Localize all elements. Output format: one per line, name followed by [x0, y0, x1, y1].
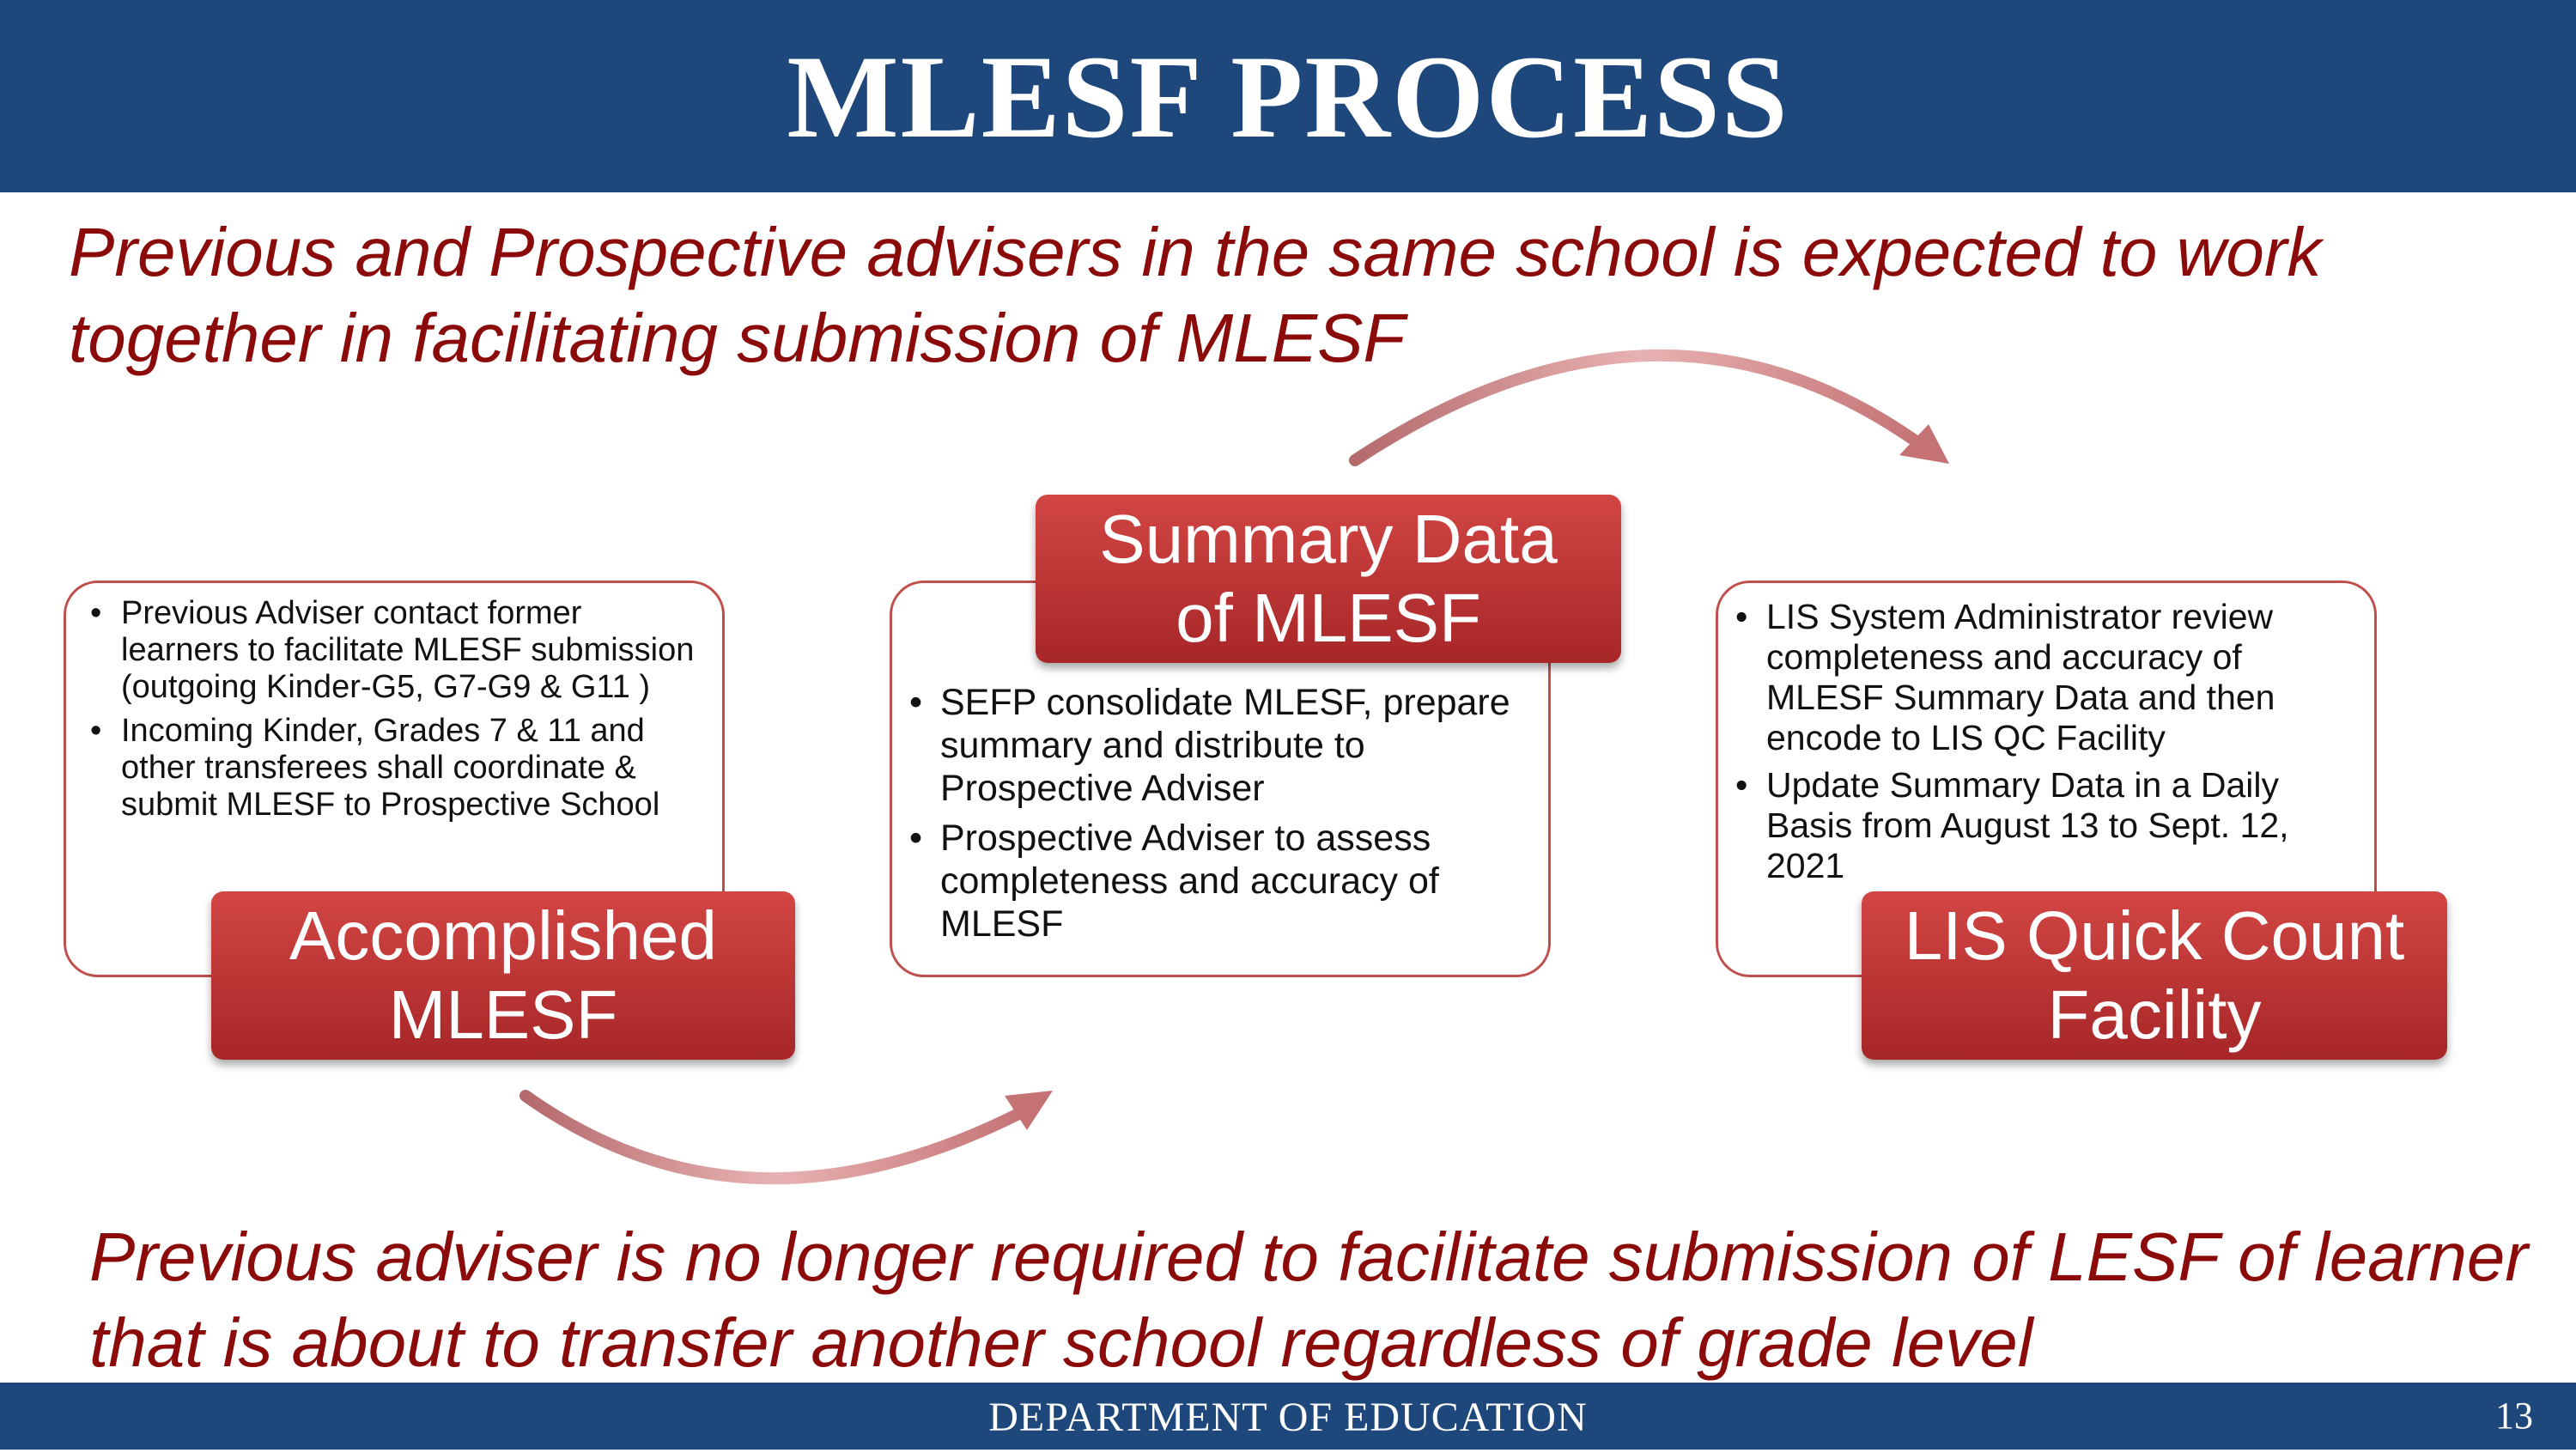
- step-3-bullet-2: • Update Summary Data in a Daily Basis from August 13 to Sept. 12, 2021: [1735, 765, 2348, 886]
- page-number: 13: [2495, 1395, 2533, 1437]
- step-2-label-line-2: of MLESF: [1176, 580, 1481, 656]
- step-1-label-line-2: MLESF: [388, 976, 618, 1053]
- step-2-bullet-2: • Prospective Adviser to assess completeness and accuracy of MLESF: [909, 817, 1522, 945]
- step-1-bullet-1: • Previous Adviser contact former learners to facilitate MLESF submission (outgoing Kinder-G5, G7-G9 & G11 ): [90, 595, 696, 706]
- step-3-bullet-1: • LIS System Administrator review completeness and accuracy of MLESF Summary Data and then encode to LIS QC Facility: [1735, 597, 2348, 758]
- step-1-label: [211, 891, 795, 1060]
- bottom-note: Previous adviser is no longer required to facilitate submission of LESF of learner that is about to transfer another school regardless of grade level: [89, 1219, 2528, 1381]
- step-1-bullet-2: • Incoming Kinder, Grades 7 & 11 and other transferees shall coordinate & submit MLESF to Prospective School: [90, 713, 696, 824]
- title-banner: [0, 0, 2576, 192]
- step-2-bullet-1: • SEFP consolidate MLESF, prepare summary and distribute to Prospective Adviser: [909, 681, 1522, 810]
- department-name: DEPARTMENT OF EDUCATION: [988, 1395, 1588, 1440]
- arrow-accomplished-to-summary: [526, 1091, 1053, 1178]
- top-note: Previous and Prospective advisers in the same school is expected to work together in facilitating submission of MLESF: [69, 214, 2322, 376]
- step-1-label-line-1: Accomplished: [289, 897, 717, 974]
- step-2-label-line-1: Summary Data: [1099, 501, 1558, 577]
- footer-bar: [0, 1383, 2576, 1450]
- step-3-label-line-1: LIS Quick Count: [1904, 897, 2405, 974]
- step-3-label: [1862, 891, 2447, 1060]
- slide-title: MLESF PROCESS: [787, 30, 1789, 162]
- step-2-label: [1036, 495, 1621, 663]
- step-3-label-line-2: Facility: [2047, 976, 2262, 1053]
